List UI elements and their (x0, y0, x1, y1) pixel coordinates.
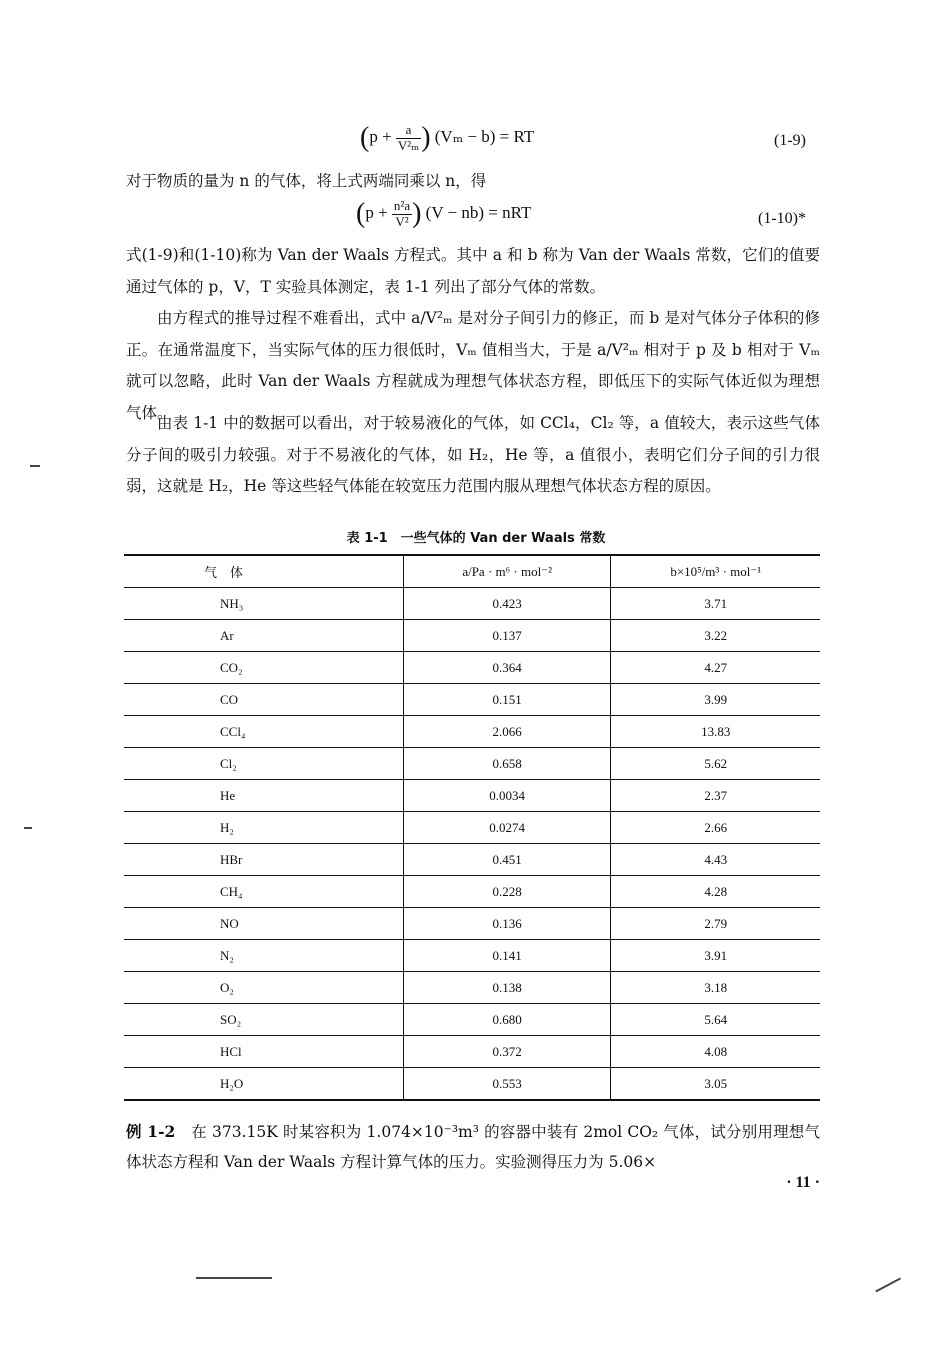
scan-mark (24, 827, 32, 829)
cell-b: 5.64 (611, 1004, 820, 1036)
paragraph-3: 由方程式的推导过程不难看出，式中 a/V²ₘ 是对分子间引力的修正，而 b 是对气体分子体积的修正。在通常温度下，当实际气体的压力很低时，Vₘ 值相当大，于是 a/V²ₘ 相对于 p 及 b 相对于 Vₘ 就可以忽略，此时 Van der Waals 方程就成为理想气体状态方程，即低压下的实际气体近似为理想气体。 (126, 309, 820, 422)
cell-gas: NH₃ (124, 588, 403, 620)
table-row (124, 716, 820, 748)
cell-a: 0.0034 (403, 780, 611, 812)
cell-a: 0.423 (403, 588, 611, 620)
cell-gas: CH₄ (124, 876, 403, 908)
paragraph-2: 式(1-9)和(1-10)称为 Van der Waals 方程式。其中 a 和 b 称为 Van der Waals 常数，它们的值要通过气体的 p，V，T 实验具体测定，表 1-1 列出了部分气体的常数。 (126, 246, 820, 296)
table-row (124, 812, 820, 844)
table-header-row (124, 555, 820, 588)
cell-gas: CO (124, 684, 403, 716)
cell-gas: Cl₂ (124, 748, 403, 780)
cell-a: 0.141 (403, 940, 611, 972)
example-text: 在 373.15K 时某容积为 1.074×10⁻³m³ 的容器中装有 2mol CO₂ 气体，试分别用理想气体状态方程和 Van der Waals 方程计算气体的压力。实验测得压力为 5.06× (126, 1123, 820, 1171)
cell-b: 2.66 (611, 812, 820, 844)
cell-b: 4.27 (611, 652, 820, 684)
cell-a: 2.066 (403, 716, 611, 748)
page-number: · 11 · (786, 1174, 820, 1191)
cell-a: 0.0274 (403, 812, 611, 844)
cell-b: 3.18 (611, 972, 820, 1004)
example-label: 例 1-2 (126, 1122, 176, 1141)
table-row (124, 876, 820, 908)
cell-gas: CCl₄ (124, 716, 403, 748)
cell-gas: NO (124, 908, 403, 940)
cell-b: 3.91 (611, 940, 820, 972)
example-1-2 (126, 1117, 820, 1177)
table-row (124, 780, 820, 812)
table-row (124, 1004, 820, 1036)
cell-a: 0.136 (403, 908, 611, 940)
table-row (124, 1068, 820, 1101)
cell-gas: HBr (124, 844, 403, 876)
equation-number: (1-9) (774, 132, 806, 149)
header-b: b×10⁵/m³ · mol⁻¹ (611, 555, 820, 588)
cell-b: 4.28 (611, 876, 820, 908)
cell-b: 4.43 (611, 844, 820, 876)
table-row (124, 940, 820, 972)
header-gas: 气 体 (124, 555, 403, 588)
cell-b: 3.71 (611, 588, 820, 620)
equation-body: (p + $\frac{a}{\text{V²ₘ}}$ ) (Vₘ − b) = RT (360, 121, 535, 153)
fraction: $\frac{a}{\text{V²ₘ}}$ (397, 121, 420, 153)
table-row (124, 588, 820, 620)
cell-a: 0.138 (403, 972, 611, 1004)
cell-a: 0.553 (403, 1068, 611, 1101)
scan-mark (875, 1278, 900, 1292)
equation-number: (1-10)* (758, 210, 806, 227)
cell-a: 0.137 (403, 620, 611, 652)
cell-a: 0.451 (403, 844, 611, 876)
cell-gas: HCl (124, 1036, 403, 1068)
cell-a: 0.364 (403, 652, 611, 684)
cell-a: 0.680 (403, 1004, 611, 1036)
equation-body: (p + $\frac{\text{n²a}}{\text{V²}}$ ) (V − nb) = nRT (356, 197, 532, 229)
cell-b: 2.37 (611, 780, 820, 812)
cell-gas: He (124, 780, 403, 812)
cell-b: 5.62 (611, 748, 820, 780)
table-row (124, 620, 820, 652)
cell-gas: O₂ (124, 972, 403, 1004)
header-a: a/Pa · m⁶ · mol⁻² (403, 555, 611, 588)
table-row (124, 972, 820, 1004)
paragraph-4: 由表 1-1 中的数据可以看出，对于较易液化的气体，如 CCl₄，Cl₂ 等，a 值较大，表示这些气体分子间的吸引力较强。对于不易液化的气体，如 H₂，He 等，a 值很小，表明它们分子间的引力很弱，这就是 H₂，He 等这些轻气体能在较宽压力范围内服从理想气体状态方程的原因。 (126, 414, 820, 495)
cell-gas: N₂ (124, 940, 403, 972)
scan-mark (30, 465, 40, 467)
cell-gas: CO₂ (124, 652, 403, 684)
cell-b: 4.08 (611, 1036, 820, 1068)
scan-mark (196, 1277, 272, 1279)
cell-a: 0.372 (403, 1036, 611, 1068)
cell-gas: SO₂ (124, 1004, 403, 1036)
table-row (124, 748, 820, 780)
table-row (124, 1036, 820, 1068)
cell-a: 0.228 (403, 876, 611, 908)
table-row (124, 908, 820, 940)
cell-b: 3.22 (611, 620, 820, 652)
cell-b: 3.05 (611, 1068, 820, 1101)
table-row (124, 684, 820, 716)
fraction: $\frac{\text{n²a}}{\text{V²}}$ (393, 197, 411, 229)
paragraph-1: 对于物质的量为 n 的气体，将上式两端同乘以 n，得 (126, 172, 487, 190)
cell-b: 13.83 (611, 716, 820, 748)
cell-b: 2.79 (611, 908, 820, 940)
cell-b: 3.99 (611, 684, 820, 716)
table-caption: 表 1-1 一些气体的 Van der Waals 常数 (346, 531, 606, 546)
cell-gas: H₂O (124, 1068, 403, 1101)
cell-gas: Ar (124, 620, 403, 652)
van-der-waals-table (124, 554, 820, 1101)
cell-a: 0.658 (403, 748, 611, 780)
cell-gas: H₂ (124, 812, 403, 844)
table-row (124, 844, 820, 876)
table-row (124, 652, 820, 684)
cell-a: 0.151 (403, 684, 611, 716)
